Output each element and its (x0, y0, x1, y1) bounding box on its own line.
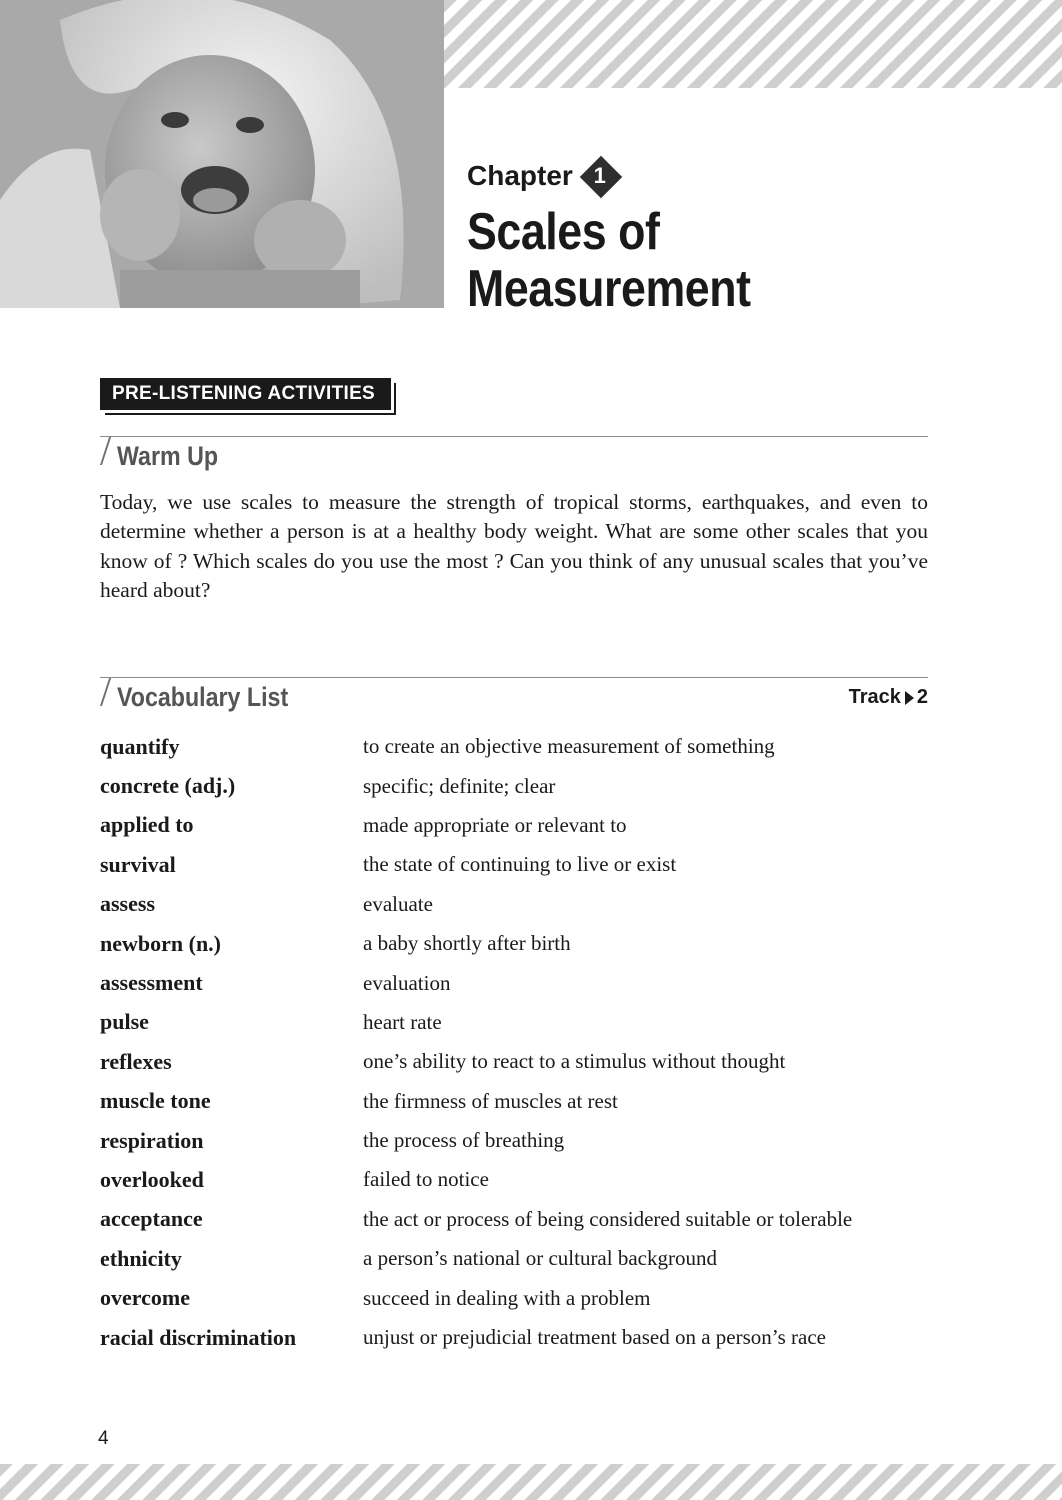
chapter-word: Chapter (467, 160, 573, 191)
chapter-title (467, 204, 949, 318)
vocab-definition: a baby shortly after birth (363, 931, 571, 956)
vocab-definition: a person’s national or cultural background (363, 1246, 717, 1271)
vocab-term: reflexes (100, 1048, 172, 1074)
vocab-section-header (100, 677, 928, 712)
vocab-term: respiration (100, 1127, 204, 1153)
vocab-row (100, 1278, 928, 1317)
vocab-row (100, 1082, 928, 1121)
warmup-paragraph: Today, we use scales to measure the strength of tropical storms, earthquakes, and even to determine whether a person is at a healthy body weight. What are some other scales that you know of ? Which scales do you use the most ? Can you think of any unusual scales that you’ve heard about? (100, 490, 928, 602)
vocab-term: quantify (100, 733, 180, 759)
vocab-row (100, 1042, 928, 1081)
slash-icon (100, 437, 111, 465)
vocab-definition: evaluation (363, 970, 451, 995)
track-number: 2 (916, 686, 928, 708)
vocab-definition: heart rate (363, 1009, 442, 1034)
vocab-row (100, 924, 928, 963)
vocab-definition: the firmness of muscles at rest (363, 1088, 618, 1113)
vocab-row (100, 885, 928, 924)
page-number: 4 (98, 1428, 109, 1449)
vocab-term: overlooked (100, 1166, 204, 1192)
top-stripe-band (444, 0, 1062, 88)
slash-icon (100, 678, 111, 706)
vocab-term: survival (100, 851, 176, 877)
chapter-label (467, 152, 623, 200)
vocab-definition: the act or process of being considered suitable or tolerable (363, 1206, 853, 1231)
vocab-row (100, 1160, 928, 1199)
pre-listening-badge: PRE-LISTENING ACTIVITIES (100, 378, 391, 410)
vocab-term: acceptance (100, 1206, 203, 1232)
chapter-photo (0, 0, 444, 308)
chapter-number: 1 (593, 163, 606, 188)
warmup-section-header (100, 436, 928, 471)
vocab-term: applied to (100, 812, 194, 838)
audio-track-label (849, 686, 928, 709)
vocab-definition: succeed in dealing with a problem (363, 1285, 651, 1310)
vocab-term: overcome (100, 1285, 190, 1311)
vocab-definition: unjust or prejudicial treatment based on a person’s race (363, 1325, 827, 1350)
vocab-term: concrete (adj.) (100, 773, 236, 799)
warmup-heading: Warm Up (117, 441, 219, 471)
vocab-row (100, 806, 928, 845)
vocab-row (100, 1318, 928, 1357)
chapter-number-badge (577, 153, 623, 199)
vocab-term: assess (100, 891, 156, 917)
vocab-definition: failed to notice (363, 1167, 489, 1192)
bottom-stripe-band (0, 1464, 1062, 1500)
vocab-term: racial discrimination (100, 1324, 297, 1350)
vocab-term: newborn (n.) (100, 930, 222, 956)
vocab-definition: to create an objective measurement of something (363, 734, 775, 759)
chapter-title-line-1: Scales of (467, 203, 660, 261)
vocab-heading: Vocabulary List (117, 682, 289, 712)
play-arrow-icon (905, 691, 914, 705)
vocab-row (100, 1200, 928, 1239)
vocab-definition: specific; definite; clear (363, 773, 556, 798)
vocab-definition: made appropriate or relevant to (363, 812, 627, 837)
vocab-row (100, 845, 928, 884)
vocab-definition: the process of breathing (363, 1128, 565, 1153)
vocab-row (100, 1121, 928, 1160)
track-word: Track (848, 686, 901, 708)
vocab-list (100, 727, 928, 1357)
vocab-definition: evaluate (363, 891, 433, 916)
vocab-row (100, 1239, 928, 1278)
vocab-row (100, 1003, 928, 1042)
chapter-title-line-2: Measurement (467, 260, 751, 318)
vocab-term: ethnicity (100, 1245, 182, 1271)
vocab-term: muscle tone (100, 1088, 211, 1114)
vocab-row (100, 727, 928, 766)
vocab-definition: the state of continuing to live or exist (363, 852, 677, 877)
vocab-definition: one’s ability to react to a stimulus without thought (363, 1049, 786, 1074)
vocab-row (100, 766, 928, 805)
vocab-row (100, 963, 928, 1002)
vocab-term: assessment (100, 970, 203, 996)
vocab-term: pulse (100, 1009, 149, 1035)
